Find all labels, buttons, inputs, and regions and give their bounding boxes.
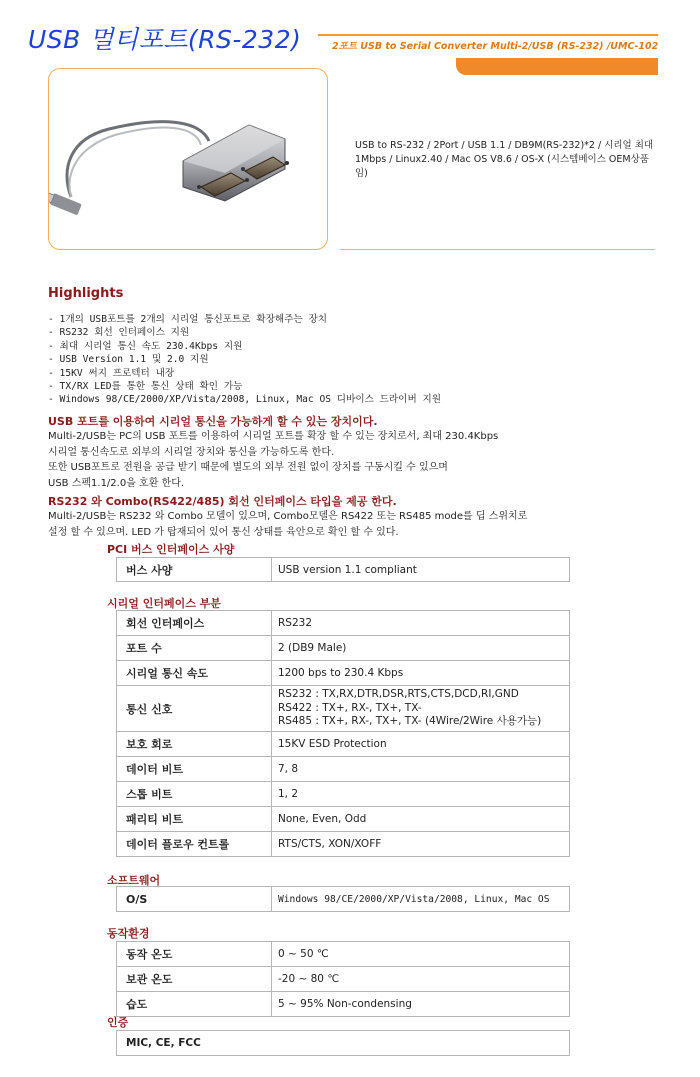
paragraph-line: Multi-2/USB는 PC의 USB 포트를 이용하여 시리얼 포트를 확장 할 수 있는 장치로서, 최대 230.4Kbps [48,431,499,442]
table-row [117,967,570,992]
table-row [117,686,570,732]
highlight-item: - RS232 회선 인터페이스 지원 [48,327,190,339]
signal-line: RS232 : TX,RX,DTR,DSR,RTS,CTS,DCD,RI,GND [278,688,519,701]
table-row [117,558,570,582]
spec-value: 1, 2 [272,782,570,807]
highlight-item: - TX/RX LED를 통한 통신 상태 확인 가능 [48,381,243,393]
certification-heading: 인증 [107,1016,129,1029]
table-row [117,832,570,857]
paragraph-line: 설정 할 수 있으며. LED 가 탑재되어 있어 통신 상태를 육안으로 확인 할 수 있다. [48,526,399,538]
software-heading: 소프트웨어 [107,874,161,887]
table-row [117,732,570,757]
spec-value: 5 ~ 95% Non-condensing [272,992,570,1017]
interface-type-paragraph [48,509,668,540]
table-row [117,611,570,636]
serial-spec-heading: 시리얼 인터페이스 부분 [107,597,221,610]
spec-key: 버스 사양 [117,558,272,582]
table-row [117,1031,570,1056]
highlight-item: - 1개의 USB포트를 2개의 시리얼 통신포트로 확장해주는 장치 [48,314,327,325]
highlight-item: - 최대 시리얼 통신 속도 230.4Kbps 지원 [48,340,243,352]
certification-value: MIC, CE, FCC [117,1031,570,1056]
spec-key: 포트 수 [117,636,272,661]
spec-key: 데이터 플로우 컨트롤 [117,832,272,857]
spec-value: -20 ~ 80 ℃ [272,967,570,992]
product-photo-frame [48,68,328,250]
highlights-heading: Highlights [48,286,124,301]
signal-line: RS485 : TX+, RX-, TX+, TX- (4Wire/2Wire 사용가능) [278,715,542,728]
spec-value: Windows 98/CE/2000/XP/Vista/2008, Linux, Mac OS [272,887,570,912]
spec-key: 시리얼 통신 속도 [117,661,272,686]
table-row [117,942,570,967]
description-divider [340,249,655,250]
product-image [49,69,329,251]
table-row [117,757,570,782]
spec-value: 1200 bps to 230.4 Kbps [272,661,570,686]
pci-spec-heading: PCI 버스 인터페이스 사양 [107,543,235,556]
table-row [117,887,570,912]
spec-value: RTS/CTS, XON/XOFF [272,832,570,857]
interface-type-heading: RS232 와 Combo(RS422/485) 회선 인터페이스 타입을 제공 한다. [48,495,397,508]
spec-key: O/S [117,887,272,912]
paragraph-line: Multi-2/USB는 RS232 와 Combo 모델이 있으며, Combo모델은 RS422 또는 RS485 mode를 딥 스위치로 [48,511,528,522]
table-row [117,782,570,807]
spec-value: USB version 1.1 compliant [272,558,570,582]
paragraph-line: 시리얼 통신속도로 외부의 시리얼 장치와 통신을 가능하도록 한다. [48,446,335,458]
spec-key: 동작 온도 [117,942,272,967]
highlight-item: - Windows 98/CE/2000/XP/Vista/2008, Linux, Mac OS 디바이스 드라이버 지원 [48,394,442,406]
serial-spec-table [116,610,570,857]
spec-value: 15KV ESD Protection [272,732,570,757]
spec-value: 7, 8 [272,757,570,782]
environment-table [116,941,570,1017]
table-row [117,992,570,1017]
highlights-list [48,313,441,407]
header-accent-cap [456,58,658,75]
spec-key: 데이터 비트 [117,757,272,782]
page-title: USB 멀티포트(RS-232) [28,25,302,54]
spec-key: 패리티 비트 [117,807,272,832]
usb-feature-heading: USB 포트를 이용하여 시리얼 통신을 가능하게 할 수 있는 장치이다. [48,415,378,428]
pci-spec-table [116,557,570,582]
spec-value: RS232 [272,611,570,636]
paragraph-line: USB 스펙1.1/2.0을 호환 한다. [48,477,185,489]
spec-key: 습도 [117,992,272,1017]
spec-value: 2 (DB9 Male) [272,636,570,661]
software-table [116,886,570,912]
spec-key: 회선 인터페이스 [117,611,272,636]
highlight-item: - USB Version 1.1 및 2.0 지원 [48,354,209,366]
table-row [117,807,570,832]
product-description: USB to RS-232 / 2Port / USB 1.1 / DB9M(RS-232)*2 / 시리얼 최대 1Mbps / Linux2.40 / Mac OS V8.6 / OS-X (시스템베이스 OEM상품임) [355,140,654,179]
table-row [117,636,570,661]
spec-key: 통신 신호 [117,686,272,732]
signal-line: RS422 : TX+, RX-, TX+, TX- [278,701,422,714]
highlight-item: - 15KV 써지 프로텍터 내장 [48,367,175,379]
spec-value: None, Even, Odd [272,807,570,832]
table-row [117,661,570,686]
spec-value: 0 ~ 50 ℃ [272,942,570,967]
page-subtitle: 2포트 USB to Serial Converter Multi-2/USB (RS-232) /UMC-102 [332,41,659,52]
spec-key: 보호 회로 [117,732,272,757]
usb-feature-paragraph [48,429,668,491]
spec-value [272,686,570,732]
spec-key: 스톱 비트 [117,782,272,807]
certification-table [116,1030,570,1056]
paragraph-line: 또한 USB포트로 전원을 공급 받기 때문에 별도의 외부 전원 없이 장치를 구동시킬 수 있으며 [48,462,448,473]
spec-key: 보관 온도 [117,967,272,992]
environment-heading: 동작환경 [107,927,150,940]
